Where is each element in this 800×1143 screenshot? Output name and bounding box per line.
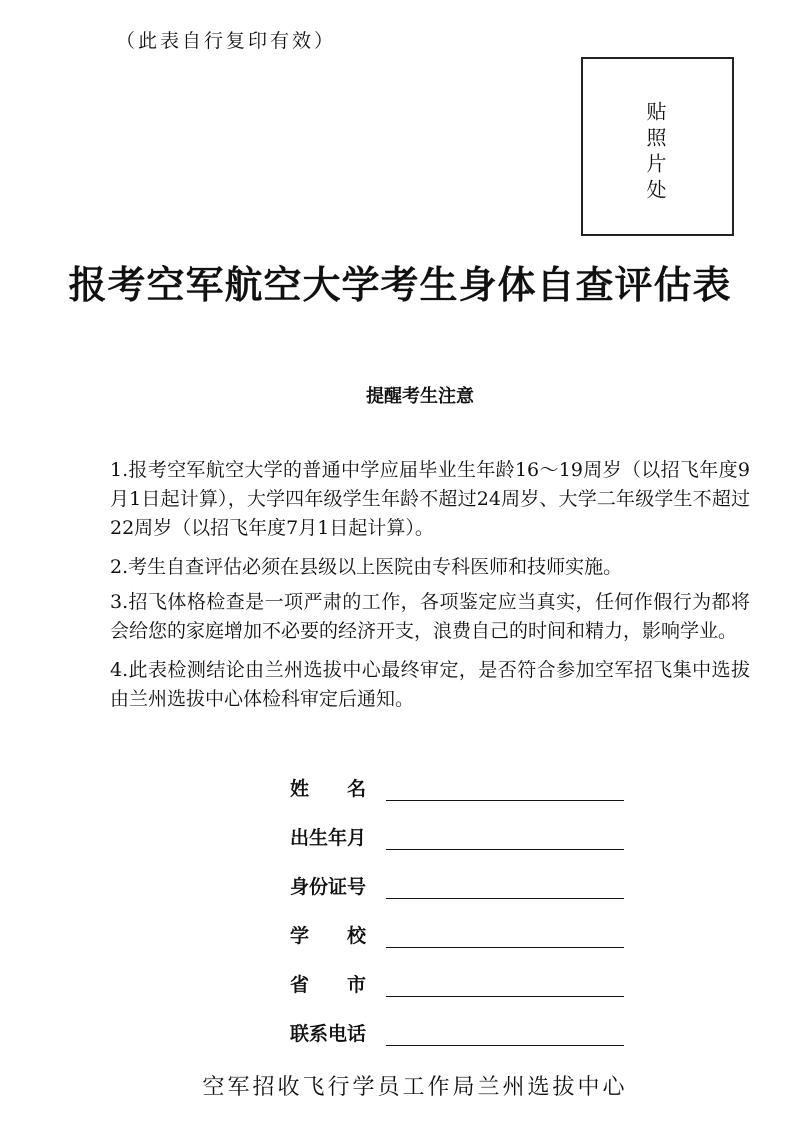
id-number-field [290,850,624,899]
name-label: 姓 名 [290,778,367,800]
province-city-input-line[interactable] [386,974,624,997]
reminder-item: 2.考生自查评估必须在县级以上医院由专科医师和技师实施。 [110,556,623,578]
reminder-item: 3.招飞体格检查是一项严肃的工作，各项鉴定应当真实，任何作假行为都将会给您的家庭增加不必要的经济开支，浪费自己的时间和精力，影响学业。 [110,591,750,642]
id-number-label: 身份证号 [290,876,367,898]
photo-box-label: 贴照片处 [643,101,667,205]
school-label: 学 校 [290,925,367,947]
reminder-list [110,456,750,724]
phone-field [290,997,624,1046]
applicant-info-fields [290,752,624,1046]
phone-label: 联系电话 [290,1023,367,1045]
birth-date-input-line[interactable] [386,827,624,850]
photo-box [581,57,734,236]
reminder-item: 4.此表检测结论由兰州选拔中心最终审定，是否符合参加空军招飞集中选拔由兰州选拔中心体检科审定后通知。 [110,659,750,710]
name-input-line[interactable] [386,778,624,801]
birth-date-field [290,801,624,850]
issuer-footer: 空军招收飞行学员工作局兰州选拔中心 [202,1075,628,1100]
birth-date-label: 出生年月 [290,827,367,849]
reminder-item: 1.报考空军航空大学的普通中学应届毕业生年龄16～19周岁（以招飞年度9月1日起计算），大学四年级学生年龄不超过24周岁、大学二年级学生不超过22周岁（以招飞年度7月1日起计算）。 [110,459,750,539]
name-field [290,752,624,801]
school-input-line[interactable] [386,925,624,948]
school-field [290,899,624,948]
province-city-label: 省 市 [290,974,367,996]
province-city-field [290,948,624,997]
form-title: 报考空军航空大学考生身体自查评估表 [68,263,732,307]
reminder-heading: 提醒考生注意 [366,386,474,407]
copy-note: （此表自行复印有效） [116,30,337,52]
id-number-input-line[interactable] [386,876,624,899]
phone-input-line[interactable] [386,1023,624,1046]
